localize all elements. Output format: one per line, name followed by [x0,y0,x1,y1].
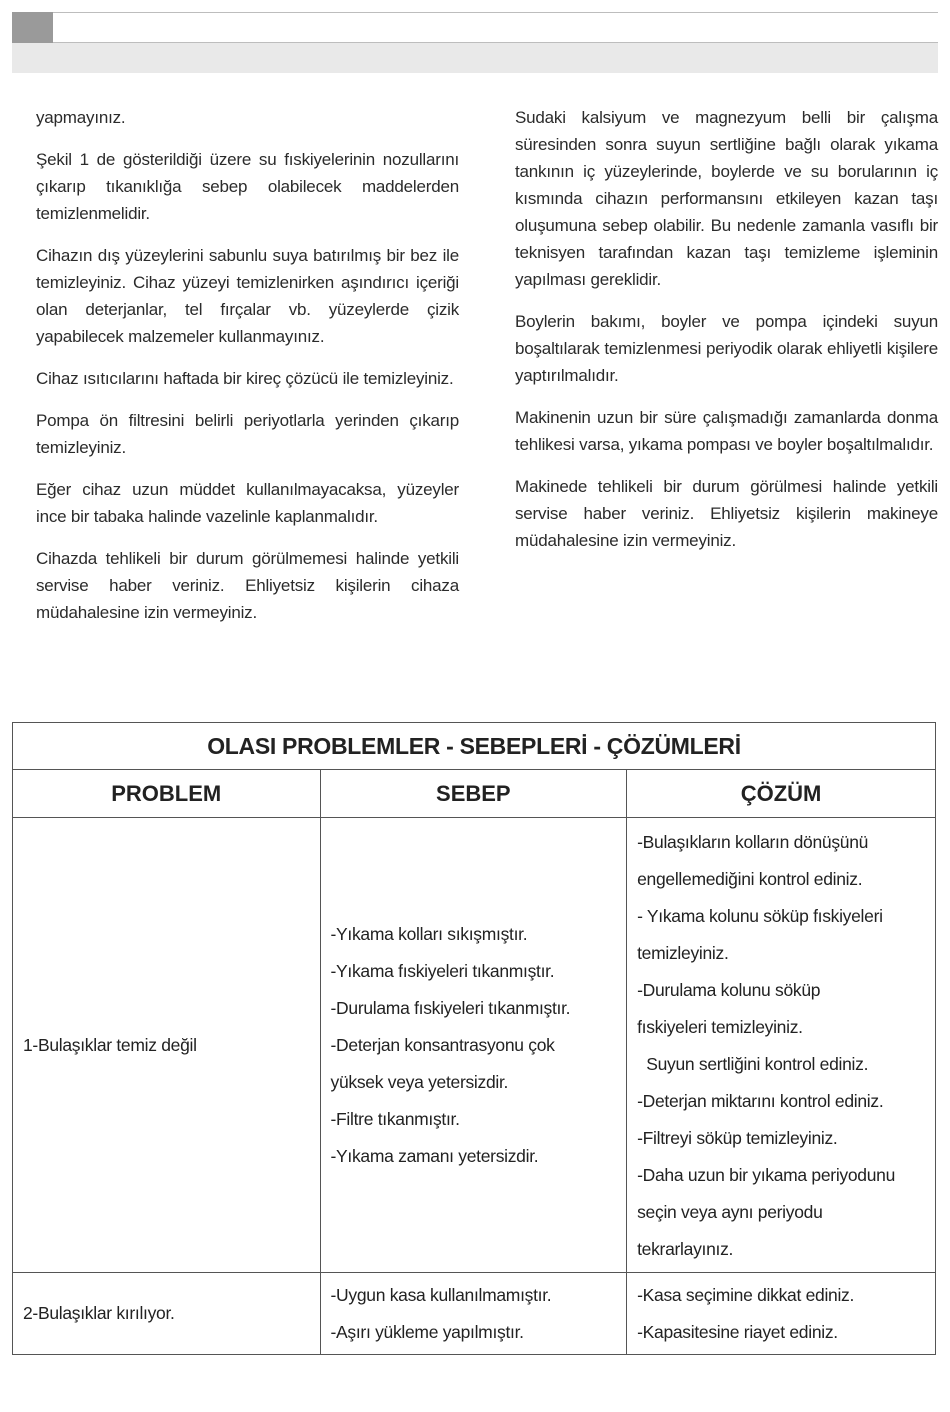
paragraph: Sudaki kalsiyum ve magnezyum belli bir çalışma süresinden sonra suyun sertliğine bağlı olarak yıkama tankının iç yüzeylerinde, boylerde ve su borularının iç kısmında cihazın performansını etkileyen kazan taşı oluşumuna sebep olabilir. Bu nedenle zamanla vasıflı bir teknisyen tarafından kazan taşı temizleme işleminin yapılması gereklidir. [515,108,938,289]
header-top-rule [53,12,938,13]
solution-line: -Durulama kolunu söküp [637,980,821,1000]
right-text-column [515,104,938,569]
table-header-row [13,770,936,818]
cause-line: -Filtre tıkanmıştır. [330,1108,460,1129]
paragraph: Cihazın dış yüzeylerini sabunlu suya batırılmış bir bez ile temizleyiniz. Cihaz yüzeyi temizlenirken aşındırıcı içeriği olan deterjanlar, tel fırçalar vb. yüzeylerde çizik yapabilecek malzemeler kullanmayınız. [36,246,459,346]
cause-line: yüksek veya yetersizdir. [330,1071,509,1092]
problem-text: 2-Bulaşıklar kırılıyor. [23,1303,175,1323]
paragraph: Makinenin uzun bir süre çalışmadığı zamanlarda donma tehlikesi varsa, yıkama pompası ve boyler boşaltılmalıdır. [515,408,938,454]
solution-line: -Deterjan miktarını kontrol ediniz. [637,1091,884,1111]
solution-line: - Yıkama kolunu söküp fıskiyeleri [637,906,883,926]
column-header-solution: ÇÖZÜM [627,770,936,818]
problem-cell [13,1273,321,1355]
paragraph: Şekil 1 de gösterildiği üzere su fıskiyelerinin nozullarını çıkarıp tıkanıklığa sebep olabilecek maddelerden temizlenmelidir. [36,150,459,223]
header-grey-bar [12,43,938,73]
cause-line: -Aşırı yükleme yapılmıştır. [330,1321,524,1342]
cause-line: -Durulama fıskiyeleri tıkanmıştır. [330,997,571,1018]
page-header-band [12,12,938,73]
solution-line: -Kapasitesine riayet ediniz. [637,1321,838,1342]
paragraph: Cihazda tehlikeli bir durum görülmemesi halinde yetkili servise haber veriniz. Ehliyetsiz kişilerin cihaza müdahalesine izin vermeyiniz. [36,549,459,622]
table-row [13,818,936,1273]
solution-line: -Kasa seçimine dikkat ediniz. [637,1284,855,1305]
cause-line: -Uygun kasa kullanılmamıştır. [330,1284,552,1305]
problem-cell [13,818,321,1273]
solution-line: Suyun sertliğini kontrol ediniz. [637,1054,869,1074]
solution-line: tekrarlayınız. [637,1239,734,1259]
cause-line: -Deterjan konsantrasyonu çok [330,1034,555,1055]
table-title-row [13,723,936,770]
solution-line: engellemediğini kontrol ediniz. [637,869,863,889]
paragraph: yapmayınız. [36,108,126,127]
table-title: OLASI PROBLEMLER - SEBEPLERİ - ÇÖZÜMLERİ [13,723,936,770]
table-row [13,1273,936,1355]
solution-line: fıskiyeleri temizleyiniz. [637,1017,803,1037]
solution-line: temizleyiniz. [637,943,729,963]
cause-line: -Yıkama fıskiyeleri tıkanmıştır. [330,960,555,981]
cause-line: -Yıkama kolları sıkışmıştır. [330,923,528,944]
paragraph: Cihaz ısıtıcılarını haftada bir kireç çözücü ile temizleyiniz. [36,369,454,388]
left-text-column [36,104,459,641]
header-marker [12,12,53,43]
troubleshooting-table [12,722,936,1355]
cause-cell [320,1273,627,1355]
cause-cell [320,818,627,1273]
solution-cell [627,818,936,1273]
cause-line: -Yıkama zamanı yetersizdir. [330,1145,539,1166]
problem-text: 1-Bulaşıklar temiz değil [23,1034,197,1055]
column-header-cause: SEBEP [320,770,627,818]
solution-line: seçin veya aynı periyodu [637,1202,823,1222]
paragraph: Makinede tehlikeli bir durum görülmesi halinde yetkili servise haber veriniz. Ehliyetsiz kişilerin makineye müdahalesine izin vermeyiniz. [515,477,938,550]
solution-cell [627,1273,936,1355]
solution-line: -Daha uzun bir yıkama periyodunu [637,1165,896,1185]
solution-line: -Filtreyi söküp temizleyiniz. [637,1128,838,1148]
paragraph: Boylerin bakımı, boyler ve pompa içindeki suyun boşaltılarak temizlenmesi periyodik olarak ehliyetli kişilere yaptırılmalıdır. [515,312,938,385]
solution-line: -Bulaşıkların kolların dönüşünü [637,832,869,852]
column-header-problem: PROBLEM [13,770,321,818]
paragraph: Pompa ön filtresini belirli periyotlarla yerinden çıkarıp temizleyiniz. [36,411,459,457]
paragraph: Eğer cihaz uzun müddet kullanılmayacaksa, yüzeyler ince bir tabaka halinde vazelinle kaplanmalıdır. [36,480,459,526]
